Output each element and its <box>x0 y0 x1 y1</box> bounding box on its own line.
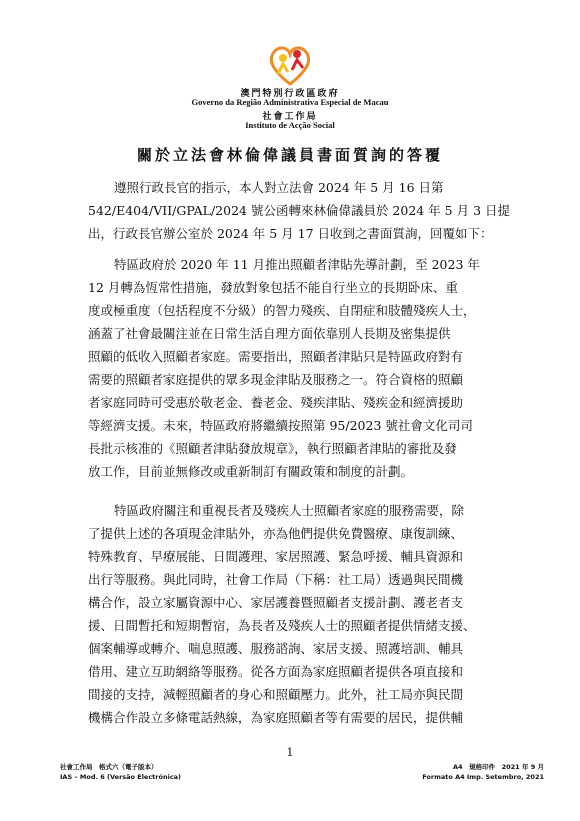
document-title: 關於立法會林倫偉議員書面質詢的答覆 <box>136 146 443 164</box>
text-line: 長批示核准的《照顧者津貼發放規章》，執行照顧者津貼的審批及發 <box>88 441 457 456</box>
text-line: 特殊教育、早療展能、日間護理、家居照護、緊急呼援、輔具資源和 <box>88 549 464 564</box>
text-line: 者家庭同時可受惠於敬老金、養老金、殘疾津貼、殘疾金和經濟援助 <box>88 395 464 410</box>
text-line: 出行等服務。與此同時，社會工作局（下稱：社工局）透過與民間機 <box>88 572 464 587</box>
footer-left <box>60 762 181 782</box>
dept-name-pt: Instituto de Acção Social <box>245 120 335 130</box>
text-line: 特區政府於 2020 年 11 月推出照顧者津貼先導計劃，至 2023 年 <box>114 257 480 272</box>
footer-form-zh: 社會工作局 格式六（電子版本） <box>60 763 158 771</box>
text-line: 援、日間暫托和短期暫宿，為長者及殘疾人士的照顧者提供情緒支援、 <box>88 618 476 633</box>
text-line: 特區政府關注和重視長者及殘疾人士照顧者家庭的服務需要，除 <box>114 503 465 518</box>
text-line: 機構合作設立多條電話熱線，為家庭照顧者等有需要的居民，提供輔 <box>88 710 464 725</box>
page-number: 1 <box>286 746 294 759</box>
text-line: 出，行政長官辦公室於 2024 年 5 月 17 日收到之書面質詢，回覆如下： <box>88 226 493 241</box>
footer-form-pt: IAS – Mod. 6 (Versão Electrónica) <box>60 773 182 781</box>
dept-name-zh: 社會工作局 <box>262 112 318 122</box>
text-line: 涵蓋了社會最關注並在日常生活自理方面依靠別人長期及密集提供 <box>88 326 451 341</box>
paragraph-2 <box>88 253 504 483</box>
text-line: 度或極重度（包括程度不分級）的智力殘疾、自閉症和肢體殘疾人士， <box>88 303 476 318</box>
text-line: 遵照行政長官的指示，本人對立法會 2024 年 5 月 16 日第 <box>114 180 444 195</box>
text-line: 需要的照顧者家庭提供的眾多現金津貼及服務之一。符合資格的照顧 <box>88 372 464 387</box>
org-name-zh: 澳門特別行政區政府 <box>240 89 340 99</box>
paragraph-1 <box>88 176 511 245</box>
footer-format-pt: Formato A4 Imp. Setembro, 2021 <box>422 773 544 781</box>
text-line: 個案輔導或轉介、喘息照護、服務諮詢、家居支援、照護培訓、輔具 <box>88 641 464 656</box>
org-name-pt: Governo da Região Administrativa Especial de Macau <box>191 97 389 107</box>
footer-format-zh: A4 規格印件 2021 年 9 月 <box>453 763 544 771</box>
ias-logo <box>266 40 314 88</box>
text-line: 542/E404/VII/GPAL/2024 號公函轉來林倫偉議員於 2024 年 5 月 3 日提 <box>88 203 511 218</box>
footer-right <box>422 762 544 782</box>
text-line: 照顧的低收入照顧者家庭。需要指出，照顧者津貼只是特區政府對有 <box>88 349 464 364</box>
text-line: 構合作，設立家屬資源中心、家居護養暨照顧者支援計劃、護老者支 <box>88 595 464 610</box>
text-line: 間接的支持，減輕照顧者的身心和照顧壓力。此外，社工局亦與民間 <box>88 687 464 702</box>
paragraph-3 <box>88 499 504 729</box>
text-line: 借用、建立互助網絡等服務。從各方面為家庭照顧者提供各項直接和 <box>88 664 464 679</box>
text-line: 了提供上述的各項現金津貼外，亦為他們提供免費醫療、康復訓練、 <box>88 526 464 541</box>
text-line: 放工作，目前並無修改或重新制訂有關政策和制度的計劃。 <box>88 464 414 479</box>
text-line: 等經濟支援。未來，特區政府將繼續按照第 95/2023 號社會文化司司 <box>88 418 473 433</box>
text-line: 12 月轉為恆常性措施，發放對象包括不能自行坐立的長期卧床、重 <box>88 280 458 295</box>
